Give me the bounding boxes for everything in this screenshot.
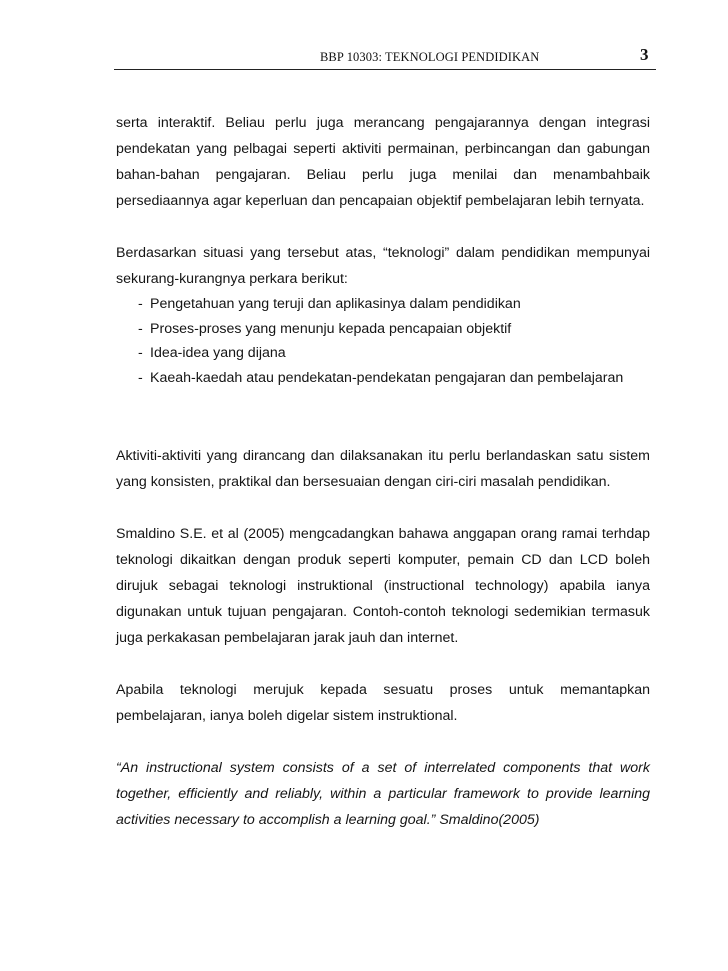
page-number: 3 — [640, 45, 649, 64]
paragraph-4: Smaldino S.E. et al (2005) mengcadangkan bahawa anggapan orang ramai terhdap teknologi dikaitkan dengan produk seperti komputer, pemain CD dan LCD boleh dirujuk sebagai teknologi instruktional (instructional technology) apabila ianya digunakan untuk tujuan pengajaran. Contoh-contoh teknologi sedemikian termasuk juga perkakasan pembelajaran jarak jauh dan internet. — [116, 526, 650, 646]
list-marker: - — [138, 320, 143, 337]
body-block-2 — [116, 443, 650, 833]
body-block-1 — [116, 110, 650, 390]
list-item-text: Idea-idea yang dijana — [150, 345, 286, 361]
list-marker: - — [138, 369, 143, 386]
paragraph-1: serta interaktif. Beliau perlu juga merancang pengajarannya dengan integrasi pendekatan yang pelbagai seperti aktiviti permainan, perbincangan dan gabungan bahan-bahan pengajaran. Beliau perlu juga menilai dan menambahbaik persediaannya agar keperluan dan pencapaian objektif pembelajaran lebih ternyata. — [116, 115, 650, 209]
list-item — [116, 341, 650, 366]
list-marker: - — [138, 345, 143, 361]
list-item-text: Pengetahuan yang teruji dan aplikasinya dalam pendidikan — [150, 296, 521, 312]
paragraph-5: Apabila teknologi merujuk kepada sesuatu proses untuk memantapkan pembelajaran, ianya boleh digelar sistem instruktional. — [116, 682, 650, 724]
header-rule — [114, 69, 656, 70]
list-item — [116, 292, 650, 317]
paragraph-2-intro: Berdasarkan situasi yang tersebut atas, “teknologi” dalam pendidikan mempunyai sekurang-kurangnya perkara berikut: — [116, 245, 650, 287]
list-marker: - — [138, 296, 143, 312]
header-title: BBP 10303: TEKNOLOGI PENDIDIKAN — [320, 50, 540, 64]
list-item — [116, 317, 650, 342]
bullet-list — [116, 292, 650, 390]
list-item — [116, 366, 650, 391]
quote-paragraph: “An instructional system consists of a set of interrelated components that work together, efficiently and reliably, within a particular framework to provide learning activities necessary to accomplish a learning goal.” Smaldino(2005) — [116, 760, 650, 828]
paragraph-3: Aktiviti-aktiviti yang dirancang dan dilaksanakan itu perlu berlandaskan satu sistem yang konsisten, praktikal dan bersesuaian dengan ciri-ciri masalah pendidikan. — [116, 448, 650, 490]
list-item-text: Kaeah-kaedah atau pendekatan-pendekatan pengajaran dan pembelajaran — [150, 369, 624, 386]
list-item-text: Proses-proses yang menunju kepada pencapaian objektif — [150, 320, 512, 337]
